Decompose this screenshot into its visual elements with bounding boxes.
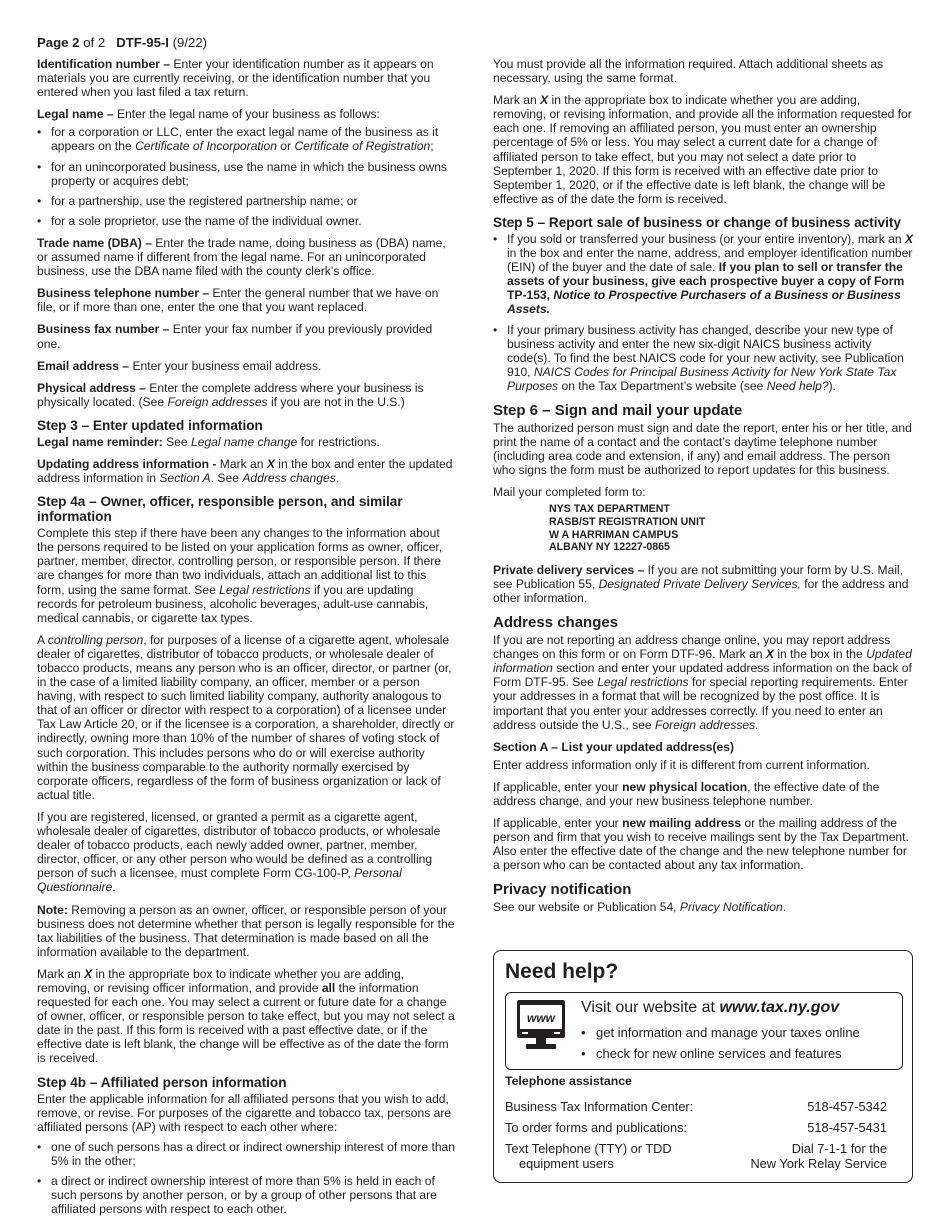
dba-para: Trade name (DBA) – Enter the trade name, doing business as (DBA) name, or assumed name if different from the legal name. For an unincorporated business, use the DBA name filed with the county clerk’s office. xyxy=(37,235,446,279)
step4a-para-5: Mark an X in the appropriate box to indicate whether you are adding, removing, or revising officer information, and provide all the information requested for each one. You may select a current or future date for a change of owner, officer, or responsible person to take effect, but you may not select a date in the past. If this form is received with a past effective date, or if the effective date is left blank, the change will be effective as of the date the form is received. xyxy=(37,966,455,1066)
list-item: • a direct or indirect ownership interest of more than 5% is held in each of such persons by another person, or by a group of other persons that are affiliated persons with respect to each other. xyxy=(37,1174,457,1216)
website-bullets xyxy=(581,1022,860,1064)
website-box xyxy=(505,992,903,1070)
section-a-para-2: If applicable, enter your new physical location, the effective date of the address change, and your new business telephone number. xyxy=(493,779,880,809)
phone-row-number: 518-457-5342 xyxy=(807,1099,887,1114)
list-item: • get information and manage your taxes online xyxy=(581,1022,860,1043)
website-link[interactable]: www.tax.ny.gov xyxy=(719,999,840,1016)
phone-row-number: 518-457-5431 xyxy=(807,1120,887,1135)
step4b-para-1: Enter the applicable information for all affiliated persons that you wish to add, remove, or revise. For purposes of the cigarette and tobacco tax, persons are affiliated persons (AP) with respect to each other where: xyxy=(37,1091,452,1134)
email-para: Email address – Enter your business email address. xyxy=(37,358,322,373)
step4a-para-1: Complete this step if there have been any changes to the information about the persons required to be listed on your application forms as owner, officer, partner, member, director, controlling person, or responsible person. If there are changes for more than two individuals, attach an additional list to this form, using the same format. See Legal restrictions if you are updating records for petroleum business, alcoholic beverages, adult-use cannabis, medical cannabis, or cigarette tax types. xyxy=(37,526,443,625)
step5-heading: Step 5 – Report sale of business or change of business activity xyxy=(493,214,901,230)
step4a-para-3: If you are registered, licensed, or granted a permit as a cigarette agent, wholesale dealer of cigarettes, distributor of tobacco products, or wholesale dealer of tobacco products, each newly added owner, partner, member, director, officer, or any other person who would be defined as a controlling person of such a licensee, must complete Form CG-100-P, Personal Questionnaire. xyxy=(37,809,441,895)
list-item: • for a sole proprietor, use the name of the individual owner. xyxy=(37,214,457,228)
legal-name-list xyxy=(37,125,457,228)
privacy-heading: Privacy notification xyxy=(493,880,632,898)
affiliated-mark-para: Mark an X in the appropriate box to indicate whether you are adding, removing, or revising information, and provide all the information requested for each one. If removing an affiliated person, you must enter an ownership percentage of 5% or less. You may select a current date for a change of affiliated person to take effect, but you may not select a date prior to September 1, 2020. If this form is received with an effective date prior to September 1, 2020, or if the effective date is left blank, the change will be effective as of the date the form is received. xyxy=(493,93,912,206)
address-changes-para: If you are not reporting an address change online, you may report address changes on this form or on Form DTF-96. Mark an X in the box in the Updated information section and enter your updated address information on the back of Form DTF-95. See Legal restrictions for special reporting requirements. Enter your addresses in a format that will be recognized by the post office. It is important that you enter your addresses correctly. If you need to enter an address outside the U.S., see Foreign addresses. xyxy=(493,633,912,732)
phone-row-label: To order forms and publications: xyxy=(505,1120,688,1135)
page-of: of 2 xyxy=(83,35,106,50)
step6-para-1: The authorized person must sign and date the report, enter his or her title, and print the name of a contact and the contact’s daytime telephone number (including area code and extension, if any) and email address. The person who signs the form must be authorized to report updates for this business. xyxy=(493,420,912,478)
list-item: • for a partnership, use the registered partnership name; or xyxy=(37,194,457,208)
form-date: (9/22) xyxy=(172,35,208,50)
right-column xyxy=(493,57,915,922)
legal-name-para: Legal name – Enter the legal name of your business as follows: xyxy=(37,107,380,122)
tty-row xyxy=(505,1141,887,1171)
section-a-heading: Section A – List your updated address(es) xyxy=(493,739,735,754)
step4b-heading: Step 4b – Affiliated person information xyxy=(37,1074,287,1090)
step4a-note: Note: Removing a person as an owner, officer, or responsible person of your business does not determine whether that person is legally responsible for the tax liabilities of the business. That determination is made based on all the information available to the department. xyxy=(37,902,455,959)
tty-label: Text Telephone (TTY) or TDD equipment users xyxy=(505,1141,672,1171)
privacy-para: See our website or Publication 54, Privacy Notification. xyxy=(493,899,787,914)
step5-list xyxy=(493,232,915,393)
section-a-para-3: If applicable, enter your new mailing address or the mailing address of the person and firm that you wish to receive mailings sent by the Tax Department. Also enter the effective date of the change and the new telephone number for a person who can be contacted about any tax information. xyxy=(493,816,909,873)
step4a-para-2: A controlling person, for purposes of a license of a cigarette agent, wholesale dealer of cigarettes, distributor of tobacco products, or wholesale dealer of tobacco products, means any person who is an officer, director, or partner (or, in the case of a limited liability company, an officer, member or a person having, with respect to such limited liability company, authority analogous to that of an officer or director with respect to a corporation) of a licensee under Tax Law Article 20, or if the licensee is a corporation, a shareholder, directly or indirectly, owning more than 10% of the number of shares of voting stock of such corporation. This includes persons who do or will exercise authority within the business comparable to the authority normally exercised by corporate officers, regardless of the form of business organization or lack of actual title. xyxy=(37,632,455,802)
list-item: • for an unincorporated business, use the name in which the business owns property or acquires debt; xyxy=(37,160,457,188)
private-delivery-para: Private delivery services – If you are not submitting your form by U.S. Mail, see Publication 55, Designated Private Delivery Services, for the address and other information. xyxy=(493,562,909,605)
computer-monitor-icon xyxy=(516,999,566,1051)
list-item: • If your primary business activity has changed, describe your new type of business activity and enter the new six-digit NAICS business activity code(s). To find the best NAICS code for your new activity, see Publication 910, NAICS Codes for Principal Business Activity for New York State Tax Purposes on the Tax Department’s website (see Need help?). xyxy=(493,323,915,393)
need-help-title: Need help? xyxy=(505,960,619,983)
need-help-box xyxy=(493,950,913,1183)
mailing-address: NYS TAX DEPARTMENT RASB/ST REGISTRATION UNIT W A HARRIMAN CAMPUS ALBANY NY 12227-0865 xyxy=(549,503,706,554)
section-a-para-1: Enter address information only if it is different from current information. xyxy=(493,757,870,772)
step4b-list xyxy=(37,1140,457,1216)
mail-to-label: Mail your completed form to: xyxy=(493,485,646,500)
phone-row-label: Business Tax Information Center: xyxy=(505,1099,694,1114)
step3-heading: Step 3 – Enter updated information xyxy=(37,417,263,433)
address-changes-heading: Address changes xyxy=(493,614,619,632)
left-column xyxy=(37,57,457,1224)
monitor-www-text: www xyxy=(526,1011,556,1025)
page-header xyxy=(37,35,207,50)
fax-para: Business fax number – Enter your fax number if you previously provided one. xyxy=(37,322,433,351)
page-label: Page 2 xyxy=(37,35,80,50)
tty-value: Dial 7-1-1 for the New York Relay Service xyxy=(750,1141,887,1171)
telephone-heading: Telephone assistance xyxy=(505,1074,632,1088)
step6-heading: Step 6 – Sign and mail your update xyxy=(493,401,743,419)
list-item: • one of such persons has a direct or indirect ownership interest of more than 5% in the other; xyxy=(37,1140,457,1168)
legal-name-reminder: Legal name reminder: See Legal name change for restrictions. xyxy=(37,434,380,449)
form-id: DTF-95-I xyxy=(116,35,169,50)
id-number-para: Identification number – Enter your identification number as it appears on materials you are currently receiving, or the identification number that you entered when you last filed a tax return. xyxy=(37,57,434,100)
visit-website-line: Visit our website at www.tax.ny.gov xyxy=(581,999,840,1016)
required-info-para: You must provide all the information required. Attach additional sheets as necessary, using the same format. xyxy=(493,57,884,86)
list-item: • for a corporation or LLC, enter the exact legal name of the business as it appears on the Certificate of Incorporation or Certificate of Registration; xyxy=(37,125,457,153)
updating-address-para: Updating address information - Mark an X in the box and enter the updated address information in Section A. See Address changes. xyxy=(37,456,453,486)
step4a-heading: Step 4a – Owner, officer, responsible person, and similar information xyxy=(37,494,403,525)
list-item: • If you sold or transferred your business (or your entire inventory), mark an X in the box and enter the name, address, and employer identification number (EIN) of the buyer and the date of sale. If you plan to sell or transfer the assets of your business, give each prospective buyer a copy of Form TP-153, Notice to Prospective Purchasers of a Business or Business Assets. xyxy=(493,232,915,317)
physical-address-para: Physical address – Enter the complete address where your business is physically located. (See Foreign addresses if you are not in the U.S.) xyxy=(37,380,424,409)
list-item: • check for new online services and features xyxy=(581,1043,860,1064)
phone-para: Business telephone number – Enter the general number that we have on file, or if more than one, enter the one that you want replaced. xyxy=(37,286,439,315)
